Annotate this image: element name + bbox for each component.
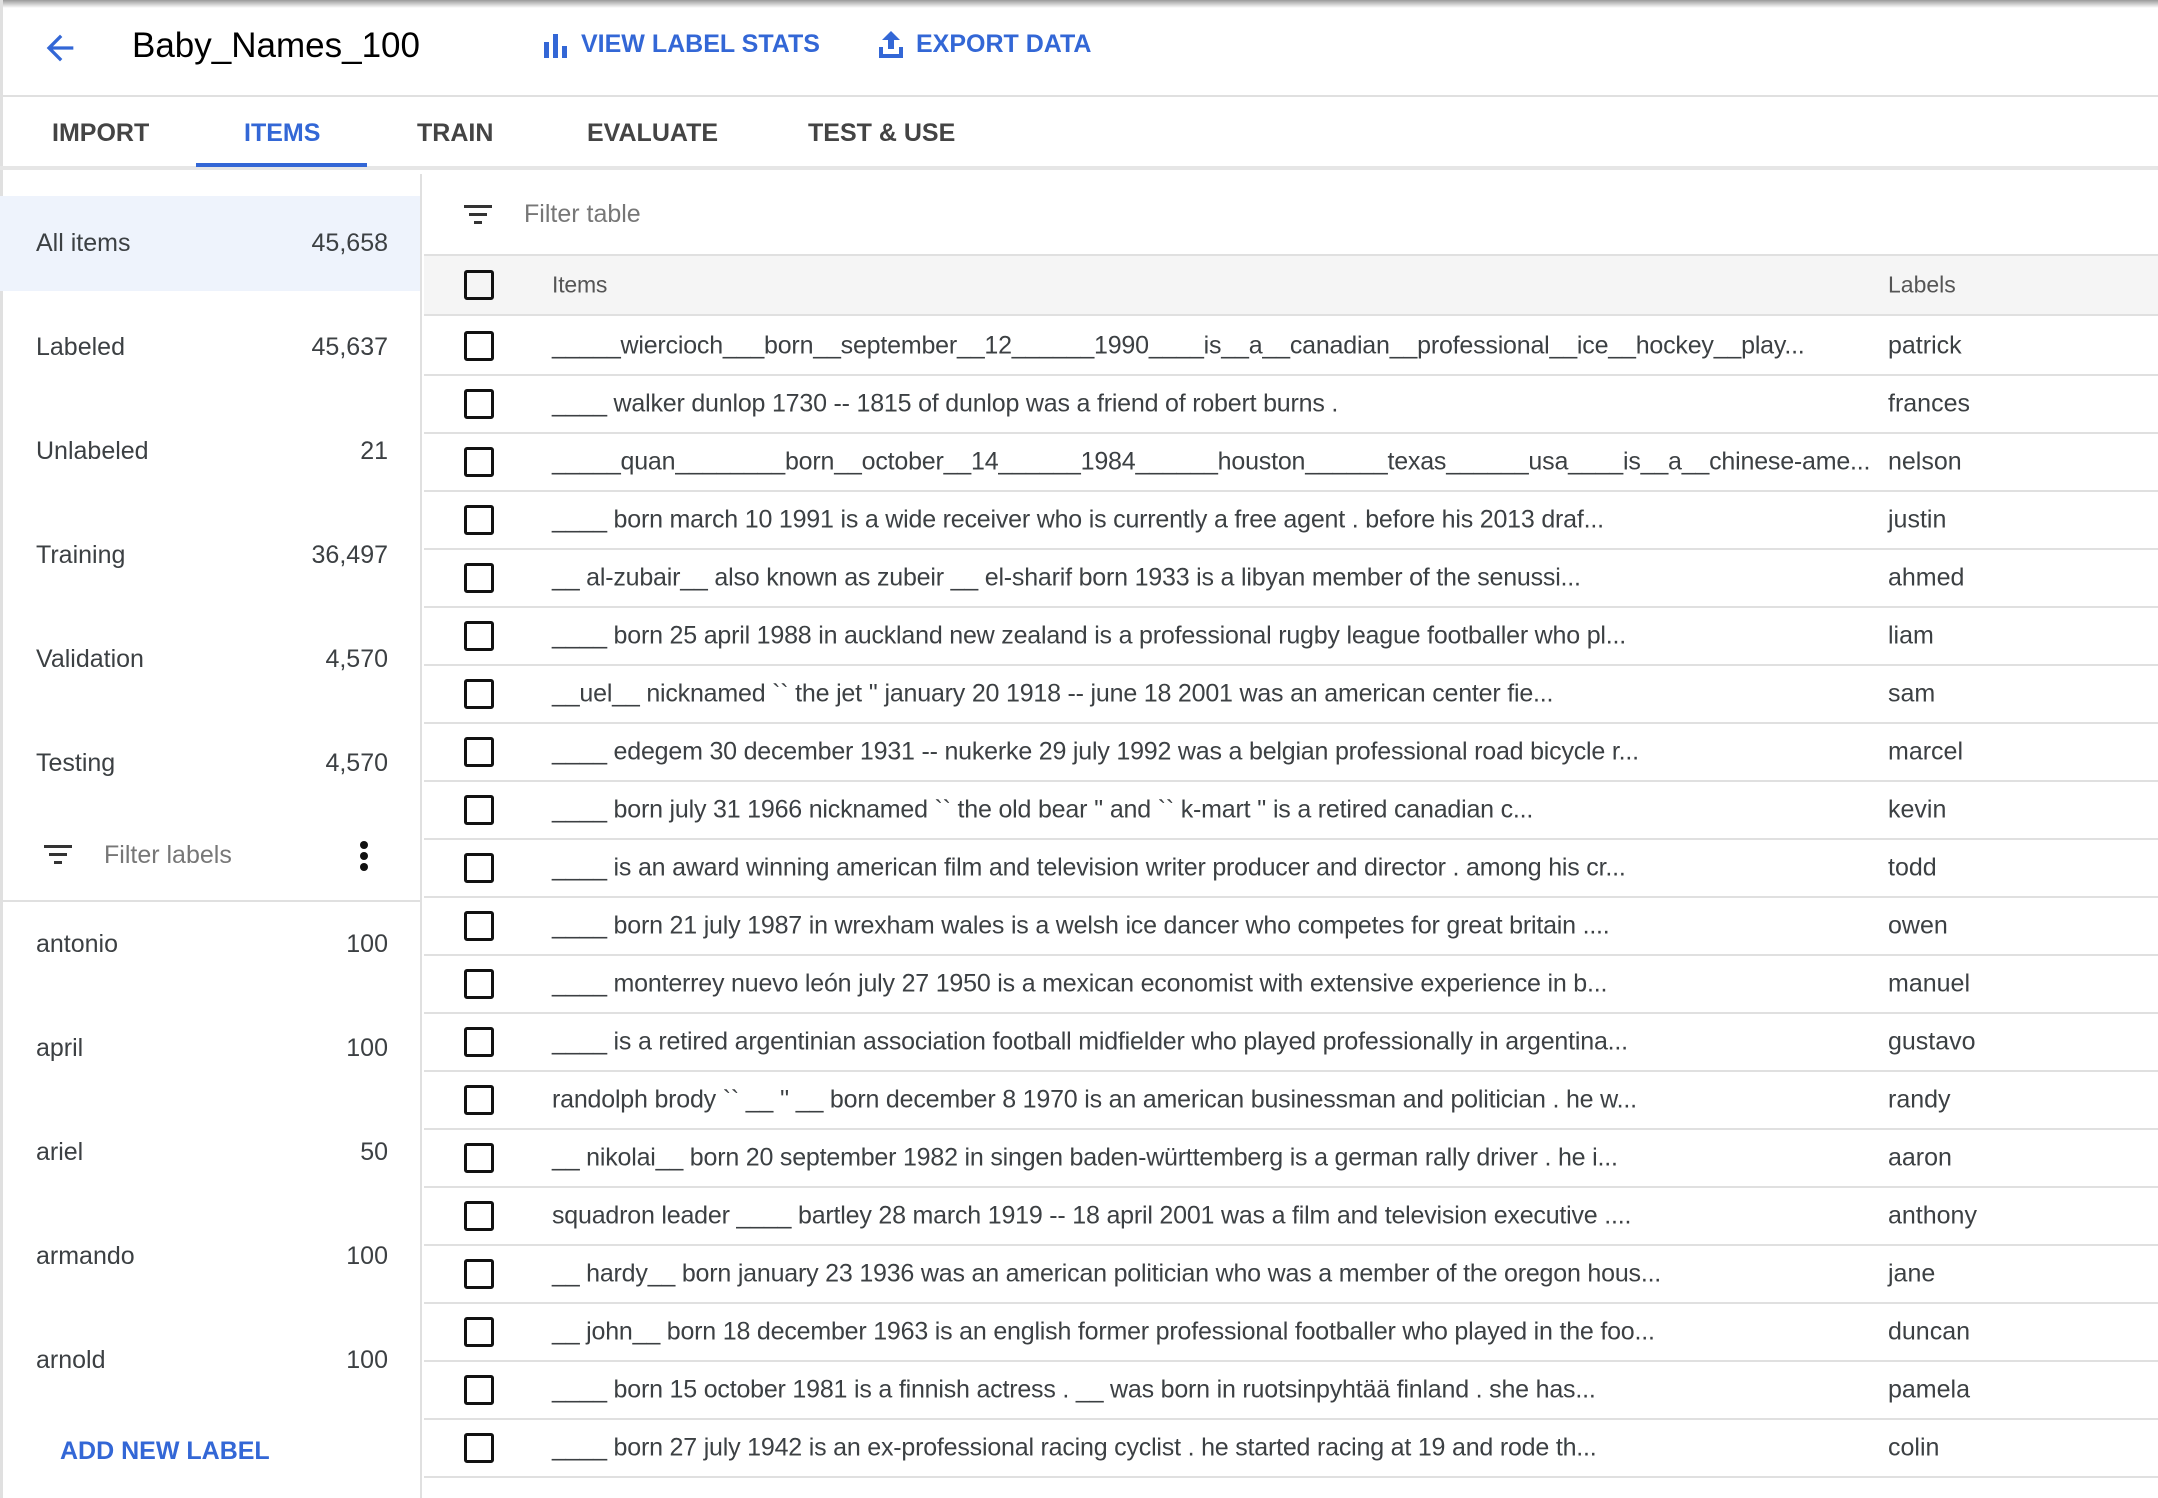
table-row[interactable]	[424, 1362, 2158, 1420]
row-checkbox[interactable]	[464, 1259, 494, 1289]
item-text: ____ born 27 july 1942 is an ex-professional racing cyclist . he started racing at 19 and rode th...	[552, 1433, 1597, 1462]
sidebar-item-labeled[interactable]	[0, 300, 420, 395]
label-name: april	[36, 1034, 84, 1062]
label-item[interactable]	[0, 1209, 420, 1304]
item-label: aaron	[1888, 1143, 1952, 1172]
label-name: antonio	[36, 930, 119, 958]
item-label: owen	[1888, 911, 1948, 940]
label-count: 100	[346, 930, 388, 958]
item-text: ____ walker dunlop 1730 -- 1815 of dunlop was a friend of robert burns .	[552, 389, 1339, 418]
table-row[interactable]	[424, 1072, 2158, 1130]
label-item[interactable]	[0, 1105, 420, 1200]
item-label: gustavo	[1888, 1027, 1976, 1056]
item-label: duncan	[1888, 1317, 1971, 1346]
filter-table-row	[424, 174, 2158, 256]
table-row[interactable]	[424, 782, 2158, 840]
item-text: ____ born july 31 1966 nicknamed `` the old bear '' and `` k-mart '' is a retired canadian c...	[552, 795, 1534, 824]
label-count: 100	[346, 1034, 388, 1062]
label-item[interactable]	[0, 1313, 420, 1408]
item-label: patrick	[1888, 331, 1962, 360]
row-checkbox[interactable]	[464, 1375, 494, 1405]
sidebar-item-count: 21	[360, 437, 388, 465]
tab-bar	[0, 97, 2158, 170]
table-row[interactable]	[424, 724, 2158, 782]
column-header-labels[interactable]: Labels	[1888, 271, 1956, 298]
label-name: arnold	[36, 1346, 106, 1374]
sidebar-item-testing[interactable]	[0, 716, 420, 811]
item-text: squadron leader ____ bartley 28 march 1919 -- 18 april 2001 was a film and television executive ....	[552, 1201, 1632, 1230]
label-item[interactable]	[0, 897, 420, 992]
active-tab-indicator	[196, 163, 367, 167]
sidebar-item-label: Unlabeled	[36, 437, 149, 465]
item-label: anthony	[1888, 1201, 1977, 1230]
row-checkbox[interactable]	[464, 505, 494, 535]
table-row[interactable]	[424, 1420, 2158, 1478]
item-label: nelson	[1888, 447, 1962, 476]
item-text: ____ born 21 july 1987 in wrexham wales is a welsh ice dancer who competes for great britain ....	[552, 911, 1610, 940]
label-count: 100	[346, 1242, 388, 1270]
sidebar-item-all-items[interactable]	[0, 196, 420, 291]
table-row[interactable]	[424, 956, 2158, 1014]
row-checkbox[interactable]	[464, 389, 494, 419]
table-row[interactable]	[424, 434, 2158, 492]
tab-import[interactable]: IMPORT	[52, 119, 150, 147]
select-all-checkbox[interactable]	[464, 270, 494, 300]
sidebar-item-label: Labeled	[36, 333, 125, 361]
sidebar-item-unlabeled[interactable]	[0, 404, 420, 499]
item-label: pamela	[1888, 1375, 1970, 1404]
row-checkbox[interactable]	[464, 1201, 494, 1231]
item-text: __ john__ born 18 december 1963 is an english former professional footballer who played in the foo...	[552, 1317, 1655, 1346]
item-text: ____ born 15 october 1981 is a finnish actress . __ was born in ruotsinpyhtää finland . she has...	[552, 1375, 1596, 1404]
item-label: marcel	[1888, 737, 1964, 766]
row-checkbox[interactable]	[464, 853, 494, 883]
sidebar-item-training[interactable]	[0, 508, 420, 603]
table-row[interactable]	[424, 1246, 2158, 1304]
row-checkbox[interactable]	[464, 1433, 494, 1463]
row-checkbox[interactable]	[464, 1317, 494, 1347]
item-text: __ al-zubair__ also known as zubeir __ el-sharif born 1933 is a libyan member of the senussi...	[552, 563, 1581, 592]
filter-labels-input[interactable]: Filter labels	[104, 840, 232, 869]
table-row[interactable]	[424, 492, 2158, 550]
item-text: _____quan________born__october__14______1984______houston______texas______usa____is__a__chinese-ame...	[552, 447, 1871, 476]
item-label: liam	[1888, 621, 1934, 650]
item-label: colin	[1888, 1433, 1940, 1462]
sidebar-item-count: 4,570	[325, 645, 388, 673]
item-label: justin	[1888, 505, 1947, 534]
item-text: __ hardy__ born january 23 1936 was an american politician who was a member of the oregon hous...	[552, 1259, 1662, 1288]
item-text: __ nikolai__ born 20 september 1982 in singen baden-württemberg is a german rally driver . he i...	[552, 1143, 1618, 1172]
tab-test-and-use[interactable]: TEST & USE	[808, 119, 956, 147]
filter-icon	[464, 204, 492, 226]
column-header-items[interactable]: Items	[552, 271, 608, 298]
item-label: randy	[1888, 1085, 1951, 1114]
sidebar-item-count: 45,637	[311, 333, 388, 361]
header	[0, 0, 2158, 97]
sidebar-item-label: Training	[36, 541, 126, 569]
table-row[interactable]	[424, 1014, 2158, 1072]
row-checkbox[interactable]	[464, 621, 494, 651]
sidebar-item-label: Testing	[36, 749, 116, 777]
item-text: ____ is a retired argentinian association football midfielder who played professionally in argentina...	[552, 1027, 1628, 1056]
tab-train[interactable]: TRAIN	[417, 119, 494, 147]
item-text: _____wiercioch___born__september__12______1990____is__a__canadian__professional__ice__hockey__play...	[552, 331, 1805, 360]
row-checkbox[interactable]	[464, 911, 494, 941]
label-item[interactable]	[0, 1001, 420, 1096]
item-label: manuel	[1888, 969, 1970, 998]
item-text: __uel__ nicknamed `` the jet '' january 20 1918 -- june 18 2001 was an american center fie...	[552, 679, 1554, 708]
table-row[interactable]	[424, 318, 2158, 376]
item-label: frances	[1888, 389, 1970, 418]
item-text: ____ monterrey nuevo león july 27 1950 is a mexican economist with extensive experience in b...	[552, 969, 1608, 998]
item-label: todd	[1888, 853, 1937, 882]
view-label-stats-button[interactable]	[543, 30, 820, 59]
row-checkbox[interactable]	[464, 969, 494, 999]
row-checkbox[interactable]	[464, 447, 494, 477]
row-checkbox[interactable]	[464, 679, 494, 709]
item-text: ____ edegem 30 december 1931 -- nukerke 29 july 1992 was a belgian professional road bicycle r...	[552, 737, 1639, 766]
table-header	[424, 256, 2158, 316]
tab-items[interactable]: ITEMS	[244, 119, 321, 147]
item-label: sam	[1888, 679, 1936, 708]
more-vert-icon[interactable]	[358, 840, 370, 872]
item-text: ____ is an award winning american film and television writer producer and director . among his cr...	[552, 853, 1626, 882]
export-data-label: EXPORT DATA	[916, 30, 1092, 58]
row-checkbox[interactable]	[464, 795, 494, 825]
table-row[interactable]	[424, 550, 2158, 608]
sidebar-item-count: 45,658	[311, 229, 388, 257]
upload-icon	[878, 31, 904, 59]
table-row[interactable]	[424, 376, 2158, 434]
row-checkbox[interactable]	[464, 331, 494, 361]
bar-chart-icon	[543, 32, 569, 58]
table-row[interactable]	[424, 608, 2158, 666]
table-row[interactable]	[424, 1130, 2158, 1188]
row-checkbox[interactable]	[464, 1143, 494, 1173]
item-label: jane	[1888, 1259, 1936, 1288]
back-arrow-icon[interactable]	[40, 28, 80, 68]
filter-icon	[44, 844, 72, 866]
item-text: randolph brody `` __ '' __ born december 8 1970 is an american businessman and politician . he w...	[552, 1085, 1637, 1114]
filter-table-input[interactable]: Filter table	[524, 199, 641, 228]
export-data-button[interactable]	[878, 30, 1091, 59]
sidebar	[0, 174, 422, 1498]
item-text: ____ born march 10 1991 is a wide receiver who is currently a free agent . before his 2013 draf...	[552, 505, 1604, 534]
table-row[interactable]	[424, 1188, 2158, 1246]
row-checkbox[interactable]	[464, 1085, 494, 1115]
sidebar-item-count: 4,570	[325, 749, 388, 777]
items-table	[424, 174, 2158, 1498]
table-row[interactable]	[424, 840, 2158, 898]
sidebar-item-validation[interactable]	[0, 612, 420, 707]
tab-evaluate[interactable]: EVALUATE	[587, 119, 719, 147]
label-count: 50	[360, 1138, 388, 1166]
sidebar-item-label: All items	[36, 229, 131, 257]
item-text: ____ born 25 april 1988 in auckland new zealand is a professional rugby league footballer who pl...	[552, 621, 1626, 650]
row-checkbox[interactable]	[464, 563, 494, 593]
view-label-stats-label: VIEW LABEL STATS	[581, 30, 820, 58]
sidebar-item-label: Validation	[36, 645, 144, 673]
row-checkbox[interactable]	[464, 1027, 494, 1057]
label-name: armando	[36, 1242, 135, 1270]
table-row[interactable]	[424, 1304, 2158, 1362]
label-name: ariel	[36, 1138, 84, 1166]
item-label: kevin	[1888, 795, 1947, 824]
filter-labels-row	[0, 810, 420, 902]
item-label: ahmed	[1888, 563, 1965, 592]
sidebar-item-count: 36,497	[311, 541, 388, 569]
dataset-title: Baby_Names_100	[132, 26, 420, 65]
table-row[interactable]	[424, 898, 2158, 956]
row-checkbox[interactable]	[464, 737, 494, 767]
add-new-label-button[interactable]: ADD NEW LABEL	[60, 1437, 270, 1465]
table-row[interactable]	[424, 666, 2158, 724]
label-count: 100	[346, 1346, 388, 1374]
